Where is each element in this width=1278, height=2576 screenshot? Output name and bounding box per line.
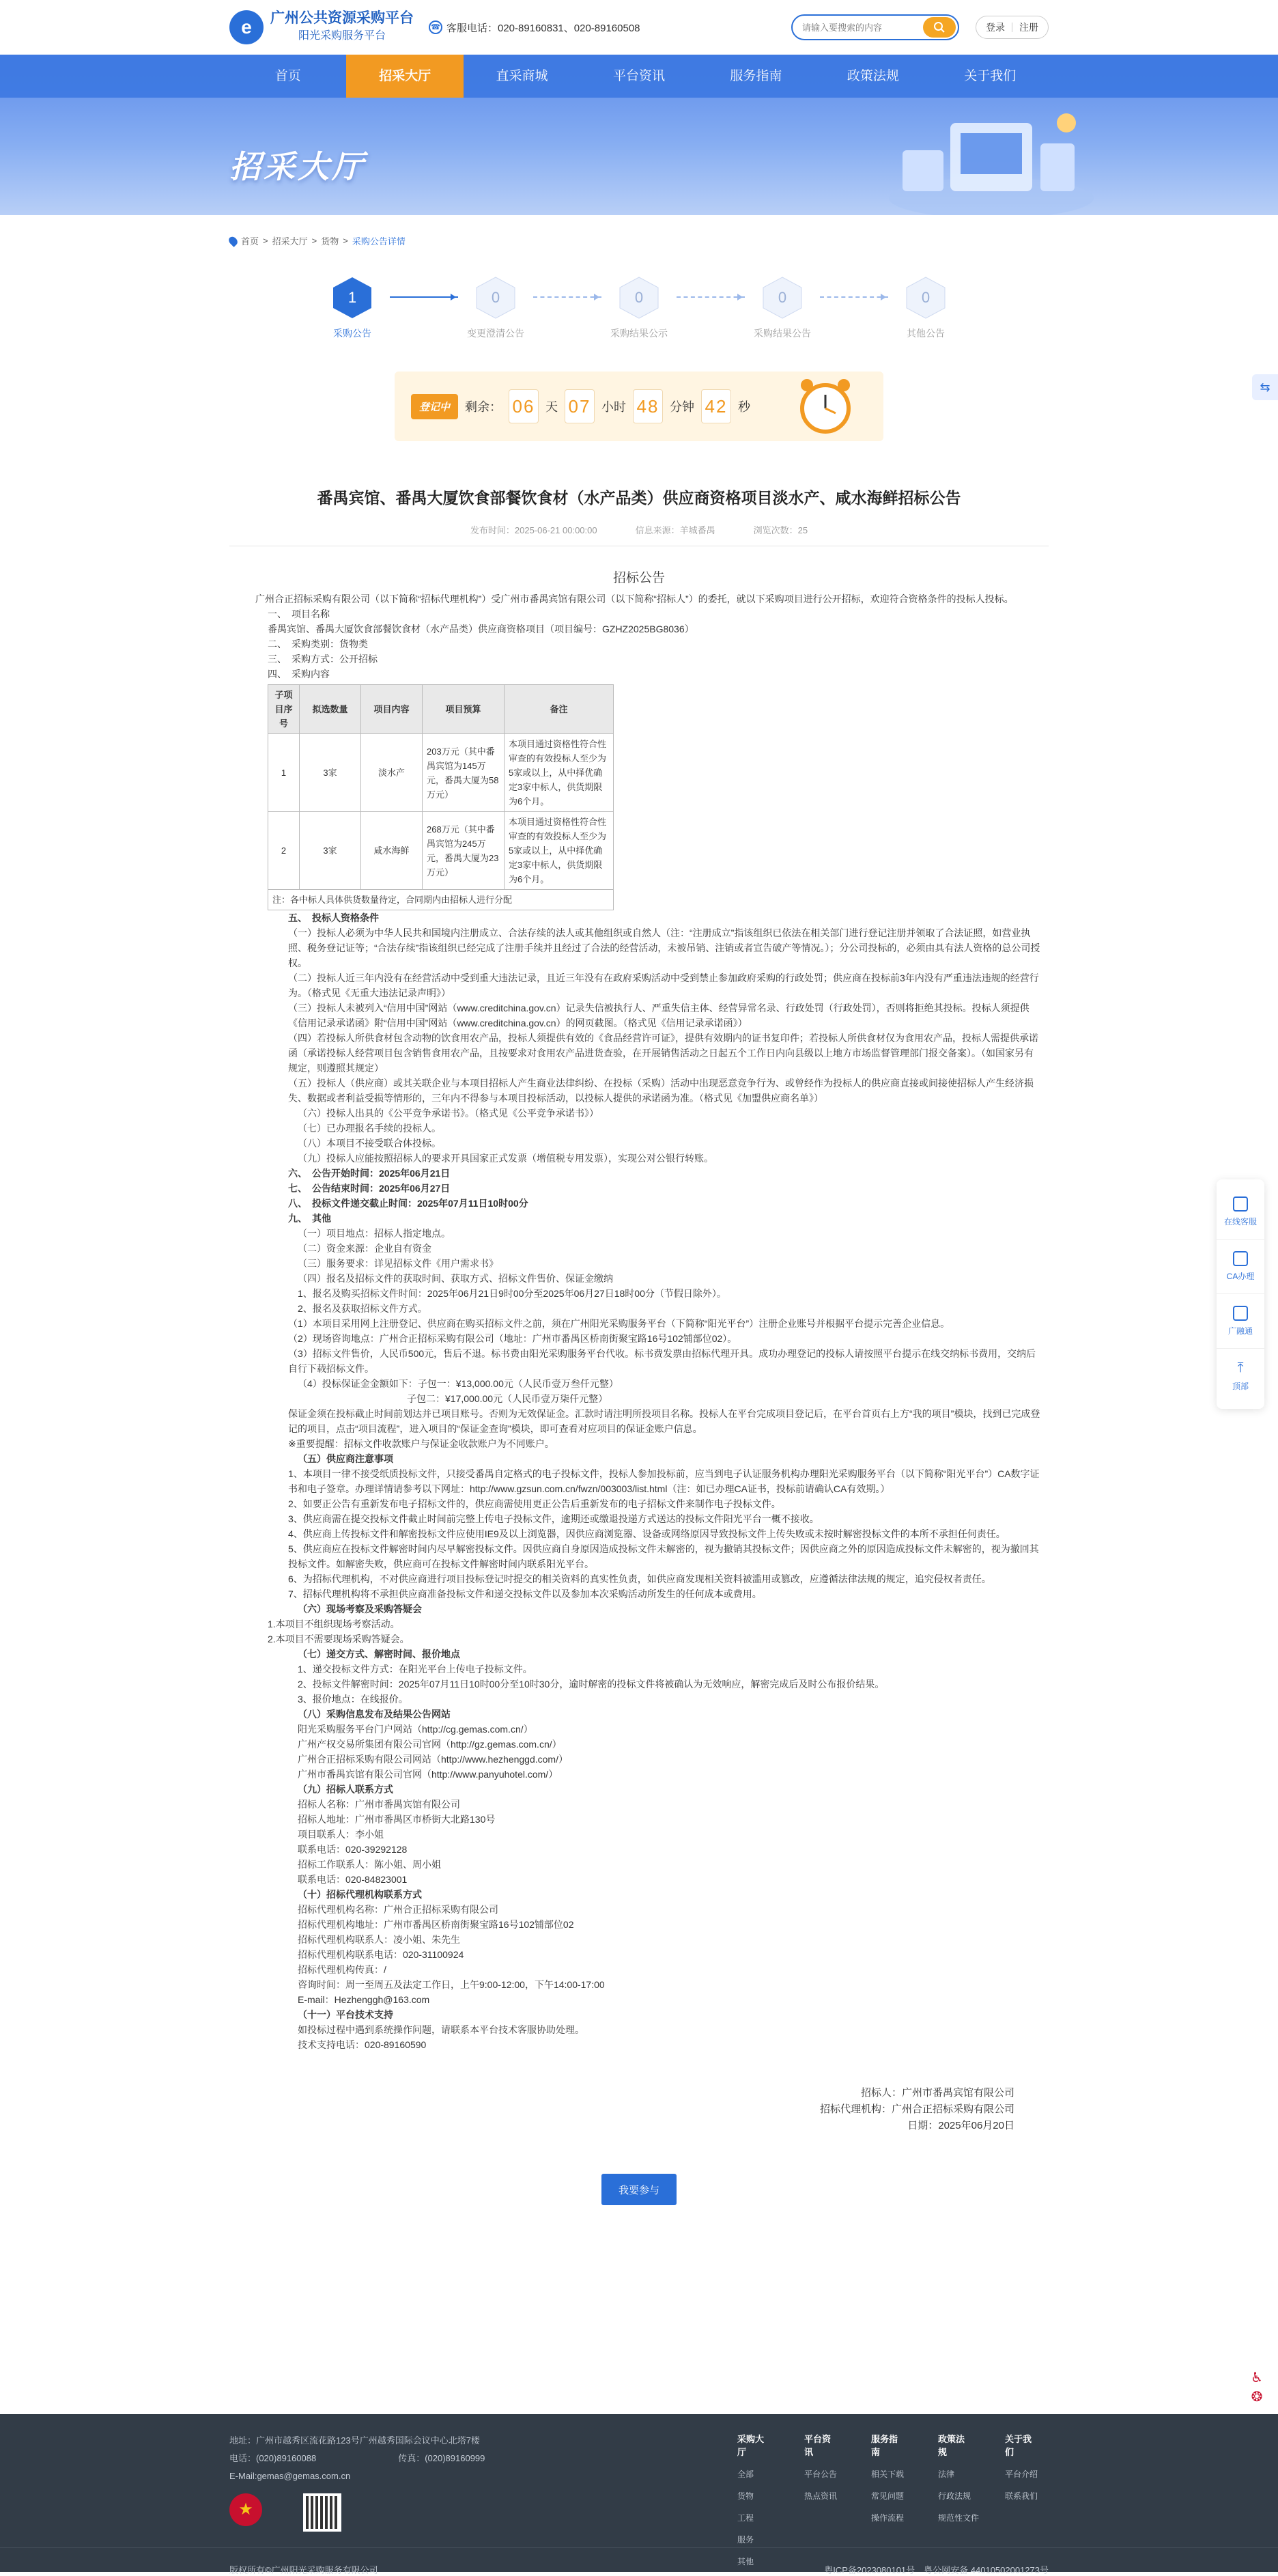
timer-seconds-unit: 秒 <box>738 400 751 414</box>
alarm-clock-icon <box>788 376 863 437</box>
procurement-table <box>268 684 614 910</box>
breadcrumb-sep: > <box>311 236 317 246</box>
column-header: 项目内容 <box>361 685 423 734</box>
view-count: 浏览次数：25 <box>753 525 808 535</box>
signature-date: 日期：2025年06月20日 <box>907 2120 1014 2131</box>
signature-tenderer: 招标人：广州市番禺宾馆有限公司 <box>860 2087 1014 2099</box>
step-purchase-notice[interactable] <box>315 276 390 340</box>
doc-text: 联系电话：020-39292128 <box>298 1844 408 1855</box>
timer-hours-unit: 小时 <box>601 400 627 414</box>
hero-title: 招采大厅 <box>229 149 366 184</box>
breadcrumb-current: 采购公告详情 <box>352 236 406 247</box>
certificate-icon <box>1233 1251 1248 1266</box>
hero-illustration <box>862 102 1094 215</box>
footer-link[interactable]: 相关下载 <box>871 2469 905 2479</box>
timer-hours: 07 <box>565 389 595 423</box>
accessibility-icons <box>1247 2368 1267 2407</box>
section-heading: 二、 采购类别：货物类 <box>268 639 368 649</box>
finance-button[interactable] <box>1217 1294 1264 1349</box>
section-heading: 八、 投标文件递交截止时间：2025年07月11日10时00分 <box>288 1198 528 1209</box>
breadcrumb-sep: > <box>263 236 268 246</box>
search-input[interactable] <box>802 23 923 33</box>
timer-minutes: 48 <box>633 389 663 423</box>
footer-bottom <box>0 2547 1278 2575</box>
breadcrumb-goods[interactable]: 货物 <box>321 236 339 247</box>
doc-text: （3）招标文件售价，人民币500元，售后不退。标书费由阳光采购服务平台代收。标书费发票由招标代理开具。成功办理登记的投标人请按照平台提示在线交纳标书费用，交纳后自行下载招标文件。 <box>288 1348 1036 1374</box>
footer-contact <box>229 2432 485 2532</box>
doc-text: （2）现场咨询地点：广州合正招标采购有限公司（地址：广州市番禺区桥南街聚宝路16号102铺部位02）。 <box>288 1333 737 1344</box>
register-link[interactable]: 注册 <box>1019 22 1038 33</box>
doc-text: （七）已办理报名手续的投标人。 <box>298 1123 441 1134</box>
section-heading: 一、 项目名称 <box>268 608 330 619</box>
table-row <box>268 812 614 890</box>
footer-col-title: 关于我们 <box>1005 2434 1032 2457</box>
finance-icon <box>1233 1306 1248 1321</box>
doc-text: 咨询时间：周一至周五及法定工作日，上午9:00-12:00，下午14:00-17:00 <box>298 1979 605 1990</box>
nav-guide[interactable]: 服务指南 <box>730 69 782 83</box>
section-heading: 九、 其他 <box>288 1213 331 1224</box>
column-header: 拟选数量 <box>300 685 361 734</box>
footer-link[interactable]: 其他 <box>737 2557 754 2566</box>
footer-col-title: 采购大厅 <box>737 2434 765 2457</box>
doc-text: 6、为招标代理机构，不对供应商进行项目投标登记时提交的相关资料的真实性负责，如供应商发现相关资料被滥用或篡改，应遵循法律法规的规定，追究侵权者责任。 <box>288 1573 991 1584</box>
doc-text: E-mail：Hezhenggh@163.com <box>298 1994 430 2005</box>
doc-text: 2、报名及获取招标文件方式。 <box>298 1303 427 1314</box>
footer-link[interactable]: 法律 <box>938 2469 955 2479</box>
signature-block <box>236 2085 1042 2134</box>
section-heading: 四、 采购内容 <box>268 669 330 680</box>
footer-link[interactable]: 行政法规 <box>938 2491 971 2501</box>
doc-text: 1、报名及购买招标文件时间：2025年06月21日9时00分至2025年06月27日18时00分（节假日除外）。 <box>298 1288 726 1299</box>
police-emblem-icon[interactable]: ★ <box>229 2493 262 2526</box>
footer-link[interactable]: 平台介绍 <box>1005 2469 1038 2479</box>
footer-fax: 传真：(020)89160999 <box>398 2453 485 2463</box>
footer-link[interactable]: 货物 <box>737 2491 754 2501</box>
footer-email: E-Mail:gemas@gemas.com.cn <box>229 2471 351 2481</box>
doc-text: 如投标过程中遇到系统操作问题，请联系本平台技术客服协助处理。 <box>298 2024 584 2035</box>
table-note: 注：各中标人具体供货数量待定，合同期内由招标人进行分配 <box>268 890 614 910</box>
step-count: 0 <box>491 289 500 306</box>
sidebar-label: 顶部 <box>1232 1382 1249 1391</box>
qr-code-icon <box>303 2493 341 2532</box>
section-heading: 五、 投标人资格条件 <box>288 912 379 923</box>
doc-text: 5、供应商应在投标文件解密时间内尽早解密投标文件。因供应商自身原因造成投标文件未解密的，视为撤销其投标文件；因供应商之外的原因造成投标文件未解密的，视为撤回其投标文件。如解密失败，供应商可在投标文件解密时间内联系阳光平台。 <box>288 1543 1039 1569</box>
doc-text: ※重要提醒：招标文件收款账户与保证金收款账户为不同账户。 <box>288 1438 554 1449</box>
section-heading: （十）招标代理机构联系方式 <box>298 1889 422 1900</box>
doc-text: 招标工作联系人：陈小姐、周小姐 <box>298 1859 441 1870</box>
doc-text: （三）投标人未被列入“信用中国”网站（www.creditchina.gov.cn）记录失信被执行人、严重失信主体、经营异常名录、行政处罚（行政处罚），否则将拒绝其投标。投标人须提供《信用记录承诺函》附“信用中国”网站（www.creditchina.gov.cn）的网页截图。（格式见《信用记录承诺函》） <box>288 1003 1030 1028</box>
step-label: 变更澄清公告 <box>467 328 524 339</box>
table-cell: 1 <box>268 734 300 812</box>
doc-link[interactable]: 广州市番禺宾馆有限公司官网（http://www.panyuhotel.com/） <box>298 1769 558 1780</box>
section-heading: （六）现场考察及采购答疑会 <box>298 1604 422 1614</box>
column-header: 备注 <box>505 685 614 734</box>
sidebar-label: 广融通 <box>1227 1326 1253 1336</box>
footer-link[interactable]: 热点资讯 <box>804 2491 838 2501</box>
login-link[interactable]: 登录 <box>986 22 1005 33</box>
doc-text: 招标代理机构地址：广州市番禺区桥南街聚宝路16号102铺部位02 <box>298 1919 574 1930</box>
doc-text: 招标代理机构名称：广州合正招标采购有限公司 <box>298 1904 498 1915</box>
arrow-up-icon: ⤒ <box>1237 1360 1244 1375</box>
countdown-timer <box>395 372 883 441</box>
doc-text: 招标人地址：广州市番禺区市桥街大北路130号 <box>298 1814 496 1825</box>
footer-link[interactable]: 全部 <box>737 2469 754 2479</box>
step-label: 其他公告 <box>907 328 945 339</box>
doc-text: （一）投标人必须为中华人民共和国境内注册成立、合法存续的法人或其他组织或自然人（注：“注册成立”指该组织已依法在相关部门进行登记注册并领取了合法证照，如营业执照、税务登记证等；“合法存续”指该组织已经完成了注册手续并且经过了合法的经营活动，未被吊销、注销或者宣告破产等情况。）；分公司投标的，必须由具有法人资格的总公司授权。 <box>288 927 1040 968</box>
nav-bidding-hall[interactable]: 招采大厅 <box>346 55 463 98</box>
footer-link[interactable]: 平台公告 <box>804 2469 838 2479</box>
logo-title: 广州公共资源采购平台 <box>270 10 414 26</box>
footer-link[interactable]: 操作流程 <box>871 2513 905 2523</box>
search-box <box>791 14 959 40</box>
step-count: 0 <box>634 289 644 306</box>
accessibility-icon[interactable]: ♿ <box>1251 2370 1263 2385</box>
doc-text: （九）投标人应能按照招标人的要求开具国家正式发票（增值税专用发票），实现公对公银行转账。 <box>298 1153 713 1164</box>
elderly-mode-icon[interactable]: ❂ <box>1251 2390 1263 2405</box>
table-cell: 203万元（其中番禺宾馆为145万元，番禺大厦为58万元） <box>423 734 505 812</box>
step-label: 采购公告 <box>333 328 371 339</box>
announcement-steps <box>229 276 1049 340</box>
article-meta <box>229 523 1049 546</box>
doc-text: （1）本项目采用网上注册登记、供应商在购买招标文件之前，须在广州阳光采购服务平台（下简称“阳光平台”）注册企业账号并根据平台提示完善企业信息。 <box>288 1318 950 1329</box>
section-heading: （七）递交方式、解密时间、报价地点 <box>298 1649 460 1660</box>
doc-text: 招标代理机构联系人：凌小姐、朱先生 <box>298 1934 460 1945</box>
top-header <box>0 0 1278 55</box>
breadcrumb-sep: > <box>343 236 348 246</box>
doc-text: 子包二：¥17,000.00元（人民币壹万柒仟元整） <box>407 1393 608 1404</box>
doc-text: 2.本项目不需要现场采购答疑会。 <box>268 1634 410 1644</box>
step-arrow <box>533 296 601 298</box>
publish-time: 发布时间：2025-06-21 00:00:00 <box>470 525 597 535</box>
nav-home[interactable]: 首页 <box>274 69 301 83</box>
copyright: 版权所有©广州阳光采购服务有限公司 <box>229 2564 378 2575</box>
doc-link[interactable]: 阳光采购服务平台门户网站（http://cg.gemas.com.cn/） <box>298 1724 533 1735</box>
nav-news[interactable]: 平台资讯 <box>612 69 665 83</box>
doc-text: （五）投标人（供应商）或其关联企业与本项目招标人产生商业法律纠纷、在投标（采购）活动中出现恶意竞争行为、或曾经作为投标人的供应商直接或间接使招标人产生经济损失、数据或者利益受损等情形的，三年内不得参与本项目投标活动，以投标人提供的承诺函为准。（格式见《加盟供应商名单》） <box>288 1078 1034 1104</box>
doc-text: 技术支持电话：020-89160590 <box>298 2039 427 2050</box>
doc-text: （二）投标人近三年内没有在经营活动中受到重大违法记录，且近三年没有在政府采购活动中受到禁止参加政府采购的行政处罚；供应商在投标前3年内没有严重违法违规的经营行为。（格式见《无重大违法记录声明》） <box>288 972 1039 998</box>
doc-text: 1.本项目不组织现场考察活动。 <box>268 1619 400 1629</box>
nav-policy[interactable]: 政策法规 <box>847 69 899 83</box>
doc-text: 招标代理机构联系电话：020-31100924 <box>298 1949 464 1960</box>
table-row <box>268 890 614 910</box>
doc-intro: 广州合正招标采购有限公司（以下简称“招标代理机构”）受广州市番禺宾馆有限公司（以下简称“招标人”）的委托，就以下采购项目进行公开招标，欢迎符合资格条件的投标人投标。 <box>255 593 1014 604</box>
hotline-text: 客服电话：020-89160831、020-89160508 <box>446 22 640 34</box>
back-to-top-button[interactable] <box>1217 1349 1264 1403</box>
floating-sidebar <box>1217 1179 1264 1409</box>
doc-text: 保证金须在投标截止时间前划达并已项目账号。否则为无效保证金。汇款时请注明所投项目名称。投标人在平台完成项目登记后，在平台首页右上方“我的项目”模块，找到已完成登记的项目，点击“项目流程”，进入项目的“保证金查询”模块，即可查看对应项目的保证金账户信息。 <box>288 1408 1040 1434</box>
footer-col-title: 政策法规 <box>938 2434 965 2457</box>
step-count: 0 <box>921 289 931 306</box>
doc-text: （4）投标保证金金额如下：子包一：¥13,000.00元（人民币壹万叁仟元整） <box>298 1378 619 1389</box>
footer-link[interactable]: 服务 <box>737 2535 754 2545</box>
location-icon <box>227 235 240 247</box>
section-heading: （十一）平台技术支持 <box>298 2009 393 2020</box>
doc-text: （一）项目地点：招标人指定地点。 <box>298 1228 451 1239</box>
doc-text: 招标人名称：广州市番禺宾馆有限公司 <box>298 1799 460 1810</box>
doc-text: 3、报价地点：在线报价。 <box>298 1694 408 1705</box>
section-heading: 三、 采购方式：公开招标 <box>268 654 378 664</box>
step-label: 采购结果公示 <box>610 328 668 339</box>
doc-link[interactable]: 广州合正招标采购有限公司网站（http://www.hezhenggd.com/） <box>298 1754 568 1765</box>
section-heading: 七、 公告结束时间：2025年06月27日 <box>288 1183 451 1194</box>
doc-text: 1、递交投标文件方式：在阳光平台上传电子投标文件。 <box>298 1664 532 1675</box>
hero-banner <box>0 55 1278 215</box>
step-arrow <box>677 296 745 298</box>
phone-icon: ☎ <box>429 20 442 34</box>
timer-minutes-unit: 分钟 <box>670 400 695 414</box>
search-icon <box>933 21 946 33</box>
nav-about[interactable]: 关于我们 <box>964 69 1017 83</box>
doc-text: 番禺宾馆、番禺大厦饮食部餐饮食材（水产品类）供应商资格项目（项目编号：GZHZ2025BG8036） <box>268 624 694 634</box>
doc-text: 招标代理机构传真：/ <box>298 1964 386 1975</box>
step-arrow <box>390 296 458 298</box>
participate-button[interactable]: 我要参与 <box>601 2174 677 2205</box>
footer-link[interactable]: 规范性文件 <box>938 2513 980 2523</box>
footer-phone: 电话：(020)89160088 <box>229 2453 317 2463</box>
step-change-notice[interactable] <box>458 276 533 340</box>
hotline <box>429 20 640 35</box>
announcement-body <box>229 546 1049 2134</box>
table-row <box>268 734 614 812</box>
breadcrumb-hall[interactable]: 招采大厅 <box>272 236 308 247</box>
main-nav <box>0 55 1278 98</box>
section-heading: 六、 公告开始时间：2025年06月21日 <box>288 1168 451 1179</box>
doc-text: （八）本项目不接受联合体投标。 <box>298 1138 441 1149</box>
doc-text: 1、本项目一律不接受纸质投标文件，只接受番禺自定格式的电子投标文件，投标人参加投标前，应当到电子认证服务机构办理阳光采购服务平台（以下简称“阳光平台”）CA数字证书和电子签章。办理详情请参考以下网址：http://www.gzsun.com.cn/fwzn/003003/list.html（注：如已办理CA证书，投标前请确认CA有效期。） <box>288 1468 1040 1494</box>
logo-subtitle: 阳光采购服务平台 <box>298 30 386 42</box>
column-header: 子项目序号 <box>268 685 300 734</box>
auth-links <box>976 16 1049 39</box>
table-cell: 2 <box>268 812 300 890</box>
nav-mall[interactable]: 直采商城 <box>496 69 548 83</box>
step-count: 0 <box>778 289 787 306</box>
footer-link[interactable]: 联系我们 <box>1005 2491 1038 2501</box>
table-cell: 3家 <box>300 812 361 890</box>
logo-icon: e <box>229 10 264 44</box>
table-cell: 淡水产 <box>361 734 423 812</box>
step-result-publicity[interactable] <box>601 276 677 340</box>
timer-prefix: 剩余： <box>465 400 502 414</box>
chat-icon <box>1233 1196 1248 1212</box>
sidebar-label: CA办理 <box>1226 1272 1255 1281</box>
section-heading: （九）招标人联系方式 <box>298 1784 393 1795</box>
doc-text: 3、供应商需在提交投标文件截止时间前完整上传电子投标文件，逾期还或缴退投递方式送达的投标文件阳光平台一概不接收。 <box>288 1513 819 1524</box>
step-other-notice[interactable] <box>888 276 963 340</box>
doc-text: 2、如要正公告有重新发布电子招标文件的，供应商需使用更正公告后重新发布的电子招标文件来制作电子投标文件。 <box>288 1498 781 1509</box>
table-cell: 本项目通过资格性符合性审查的有效投标人至少为5家或以上，从中择优确定3家中标人，供货期限为6个月。 <box>505 734 614 812</box>
info-source: 信息来源：羊城番禺 <box>635 525 715 535</box>
table-header-row <box>268 685 614 734</box>
breadcrumb-home[interactable]: 首页 <box>241 236 259 247</box>
side-tab-icon[interactable]: ⇆ <box>1252 374 1278 400</box>
signature-agency: 招标代理机构：广州合正招标采购有限公司 <box>819 2103 1014 2115</box>
table-cell: 268万元（其中番禺宾馆为245万元，番禺大厦为23万元） <box>423 812 505 890</box>
sidebar-label: 在线客服 <box>1223 1217 1257 1227</box>
breadcrumb <box>229 215 1049 262</box>
step-result-notice[interactable] <box>745 276 820 340</box>
search-button[interactable] <box>923 17 956 38</box>
table-cell: 咸水海鲜 <box>361 812 423 890</box>
doc-text: （二）资金来源：企业自有资金 <box>298 1243 431 1254</box>
doc-text: （六）投标人出具的《公平竞争承诺书》。（格式见《公平竞争承诺书》） <box>298 1108 599 1119</box>
step-arrow <box>820 296 888 298</box>
status-badge: 登记中 <box>411 394 458 419</box>
section-heading: （五）供应商注意事项 <box>298 1453 393 1464</box>
footer-link[interactable]: 常见问题 <box>871 2491 905 2501</box>
site-logo[interactable] <box>229 10 414 45</box>
icp-record[interactable]: 粤ICP备2023080101号 粤公网安备 44010502001273号 <box>824 2564 1049 2575</box>
footer-address: 地址：广州市越秀区流花路123号广州越秀国际会议中心北塔7楼 <box>229 2435 480 2446</box>
doc-text: （四）若投标人所供食材包含动物的饮食用农产品，投标人须提供有效的《食品经营许可证》，提供有效期内的证书复印件；若投标人所供食材仅为食用农产品，投标人需提供承诺函（承诺投标人经营项目包含销售食用农产品，且按要求对食用农产品进货查验，在开展销售活动之日起五个工作日内向县级以上地方市场监督管理部门报交备案）。（如国家另有规定，则遵照其规定） <box>288 1033 1038 1074</box>
doc-text: （三）服务要求：详见招标文件《用户需求书》 <box>298 1258 498 1269</box>
doc-link[interactable]: 广州产权交易所集团有限公司官网（http://gz.gemas.com.cn/） <box>298 1739 562 1750</box>
doc-text: 2、投标文件解密时间：2025年07月11日10时00分至10时30分，逾时解密的投标文件将被确认为无效响应，解密完成后及时公布报价结果。 <box>298 1679 885 1690</box>
footer-link[interactable]: 工程 <box>737 2513 754 2523</box>
ca-button[interactable] <box>1217 1240 1264 1294</box>
table-cell: 3家 <box>300 734 361 812</box>
doc-text: （四）报名及招标文件的获取时间、获取方式、招标文件售价、保证金缴纳 <box>298 1273 613 1284</box>
doc-text: 7、招标代理机构将不承担供应商准备投标文件和递交投标文件以及参加本次采购活动所发生的任何成本或费用。 <box>288 1588 762 1599</box>
footer <box>0 2414 1278 2575</box>
online-service-button[interactable] <box>1217 1185 1264 1240</box>
step-label: 采购结果公告 <box>754 328 811 339</box>
table-cell: 本项目通过资格性符合性审查的有效投标人至少为5家或以上，从中择优确定3家中标人，供货期限为6个月。 <box>505 812 614 890</box>
step-count: 1 <box>347 289 357 306</box>
doc-text: 联系电话：020-84823001 <box>298 1874 408 1885</box>
column-header: 项目预算 <box>423 685 505 734</box>
timer-days: 06 <box>509 389 539 423</box>
footer-col-title: 服务指南 <box>871 2434 898 2457</box>
footer-col-title: 平台资讯 <box>804 2434 832 2457</box>
timer-days-unit: 天 <box>545 400 558 414</box>
timer-seconds: 42 <box>701 389 731 423</box>
doc-title: 招标公告 <box>612 571 665 585</box>
doc-text: 4、供应商上传投标文件和解密投标文件应使用IE9及以上浏览器，因供应商浏览器、设备或网络原因导致投标文件上传失败或未按时解密投标文件的本所不承担任何责任。 <box>288 1528 1006 1539</box>
section-heading: （八）采购信息发布及结果公告网站 <box>298 1709 451 1720</box>
article-title: 番禺宾馆、番禺大厦饮食部餐饮食材（水产品类）供应商资格项目淡水产、咸水海鲜招标公告 <box>317 489 961 507</box>
doc-text: 项目联系人：李小姐 <box>298 1829 384 1840</box>
